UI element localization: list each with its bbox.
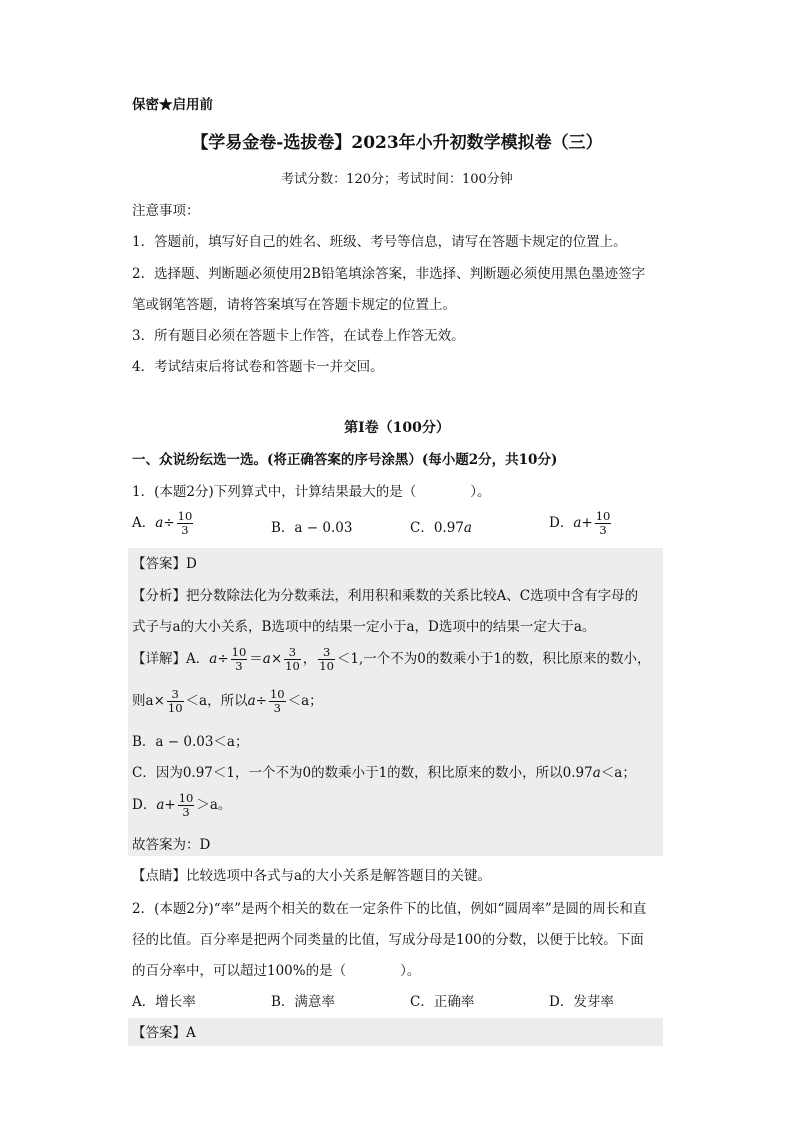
question-2-stem: 径的比值。百分率是把两个同类量的比值，写成分母是100的分数，以便于比较。下面 — [132, 932, 644, 948]
q1-option-a: A．a÷ $\frac{10}{3}$ — [132, 509, 193, 537]
fraction: $\frac{10}{3}$ — [231, 645, 247, 673]
q1-option-c: C．0.97a — [410, 520, 472, 536]
q1-analysis: 式子与a的大小关系，B选项中的结果一定小于a，D选项中的结果一定大于a。 — [132, 619, 596, 635]
note-item: 笔或钢笔答题，请将答案填写在答题卡规定的位置上。 — [132, 297, 456, 313]
note-item: 2．选择题、判断题必须使用2B铅笔填涂答案，非选择、判断题必须使用黑色墨迹签字 — [132, 266, 646, 282]
exam-info: 考试分数：120分；考试时间：100分钟 — [281, 172, 513, 187]
q2-option-b: B．满意率 — [271, 994, 335, 1010]
note-item: 3．所有题目必须在答题卡上作答，在试卷上作答无效。 — [132, 328, 465, 344]
q2-answer: 【答案】A — [132, 1025, 196, 1041]
confidential-label: 保密★启用前 — [132, 97, 213, 113]
part-title: 第I卷（100分） — [344, 420, 450, 436]
q2-option-d: D．发芽率 — [549, 994, 614, 1010]
page-title: 【学易金卷-选拔卷】2023年小升初数学模拟卷（三） — [191, 133, 603, 153]
q1-analysis: 【分析】把分数除法化为分数乘法，利用积和乘数的关系比较A、C选项中含有字母的 — [132, 588, 639, 604]
q1-detail-a-cont: 则a× $\frac{3}{10}$ ＜a，所以a÷ $\frac{10}{3}$ ＜a； — [132, 687, 323, 715]
notes-heading: 注意事项： — [132, 203, 200, 219]
q2-option-a: A．增长率 — [132, 994, 196, 1010]
q1-detail-a: 【详解】A．a÷ $\frac{10}{3}$ ＝a× $\frac{3}{10}$ ， $\frac{3}{10}$ ＜1,一个不为0的数乘小于1的数，积比原来的数小， — [132, 645, 651, 673]
fraction: $\frac{10}{3}$ — [269, 687, 285, 715]
q1-answer: 【答案】D — [132, 556, 197, 572]
q1-conclusion: 故答案为：D — [132, 837, 211, 853]
question-2-stem: 的百分率中，可以超过100%的是（ ）。 — [132, 963, 421, 979]
fraction: $\frac{10}{3}$ — [595, 509, 611, 537]
fraction: $\frac{10}{3}$ — [178, 791, 194, 819]
fraction: $\frac{10}{3}$ — [177, 509, 193, 537]
q1-detail-d: D．a+ $\frac{10}{3}$ ＞a。 — [132, 791, 232, 819]
section-heading: 一、众说纷纭选一选。(将正确答案的序号涂黑）(每小题2分，共10分) — [132, 452, 558, 468]
question-2-stem: 2．(本题2分)“率”是两个相关的数在一定条件下的比值，例如“圆周率”是圆的周长和直 — [132, 901, 647, 917]
q1-comment: 【点睛】比较选项中各式与a的大小关系是解答题目的关键。 — [132, 868, 492, 884]
q1-option-d: D．a+ $\frac{10}{3}$ — [549, 509, 611, 537]
solution-block — [128, 1018, 663, 1046]
question-1-stem: 1．(本题2分)下列算式中，计算结果最大的是（ ）。 — [132, 484, 491, 500]
q1-detail-c: C．因为0.97＜1，一个不为0的数乘小于1的数，积比原来的数小，所以0.97a＜a； — [132, 765, 636, 781]
fraction: $\frac{3}{10}$ — [319, 645, 334, 673]
q2-option-c: C．正确率 — [410, 994, 475, 1010]
q1-option-b: B．a − 0.03 — [271, 520, 353, 536]
fraction: $\frac{3}{10}$ — [167, 687, 183, 715]
note-item: 1．答题前，填写好自己的姓名、班级、考号等信息，请写在答题卡规定的位置上。 — [132, 234, 627, 250]
note-item: 4．考试结束后将试卷和答题卡一并交回。 — [132, 359, 384, 375]
q1-detail-b: B．a − 0.03＜a； — [132, 734, 249, 750]
fraction: $\frac{3}{10}$ — [285, 645, 300, 673]
